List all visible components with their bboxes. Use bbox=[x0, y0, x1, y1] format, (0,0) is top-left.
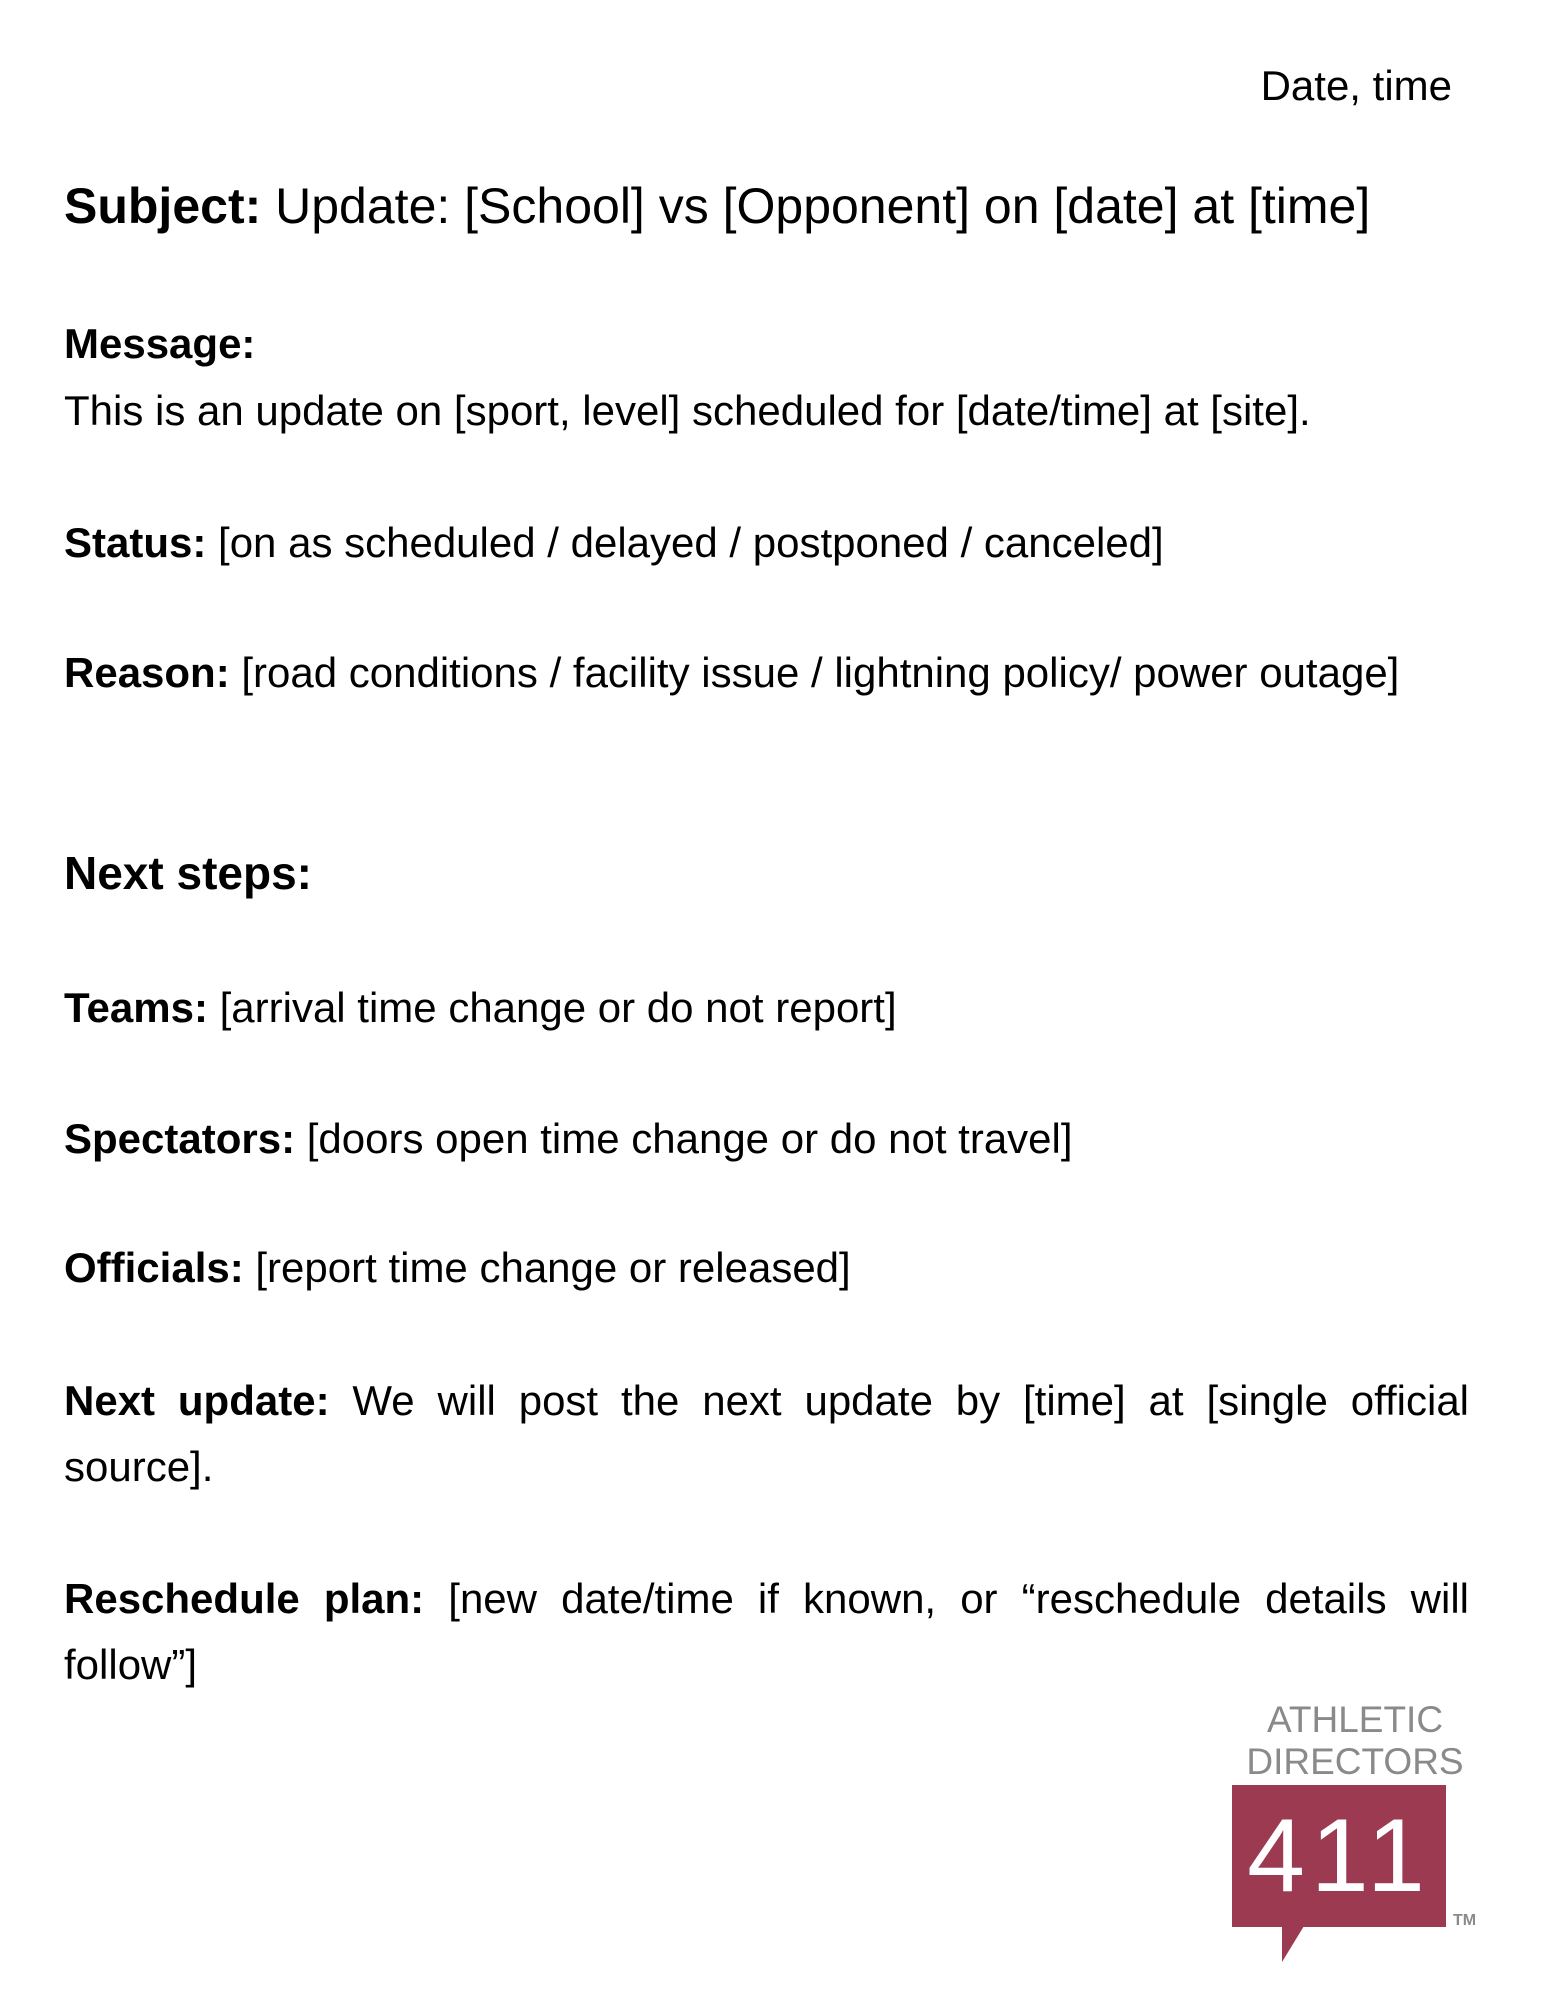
subject-label: Subject: bbox=[64, 178, 262, 234]
reschedule-text: [new date/time if known, or “reschedule details will follow”] bbox=[64, 1575, 1469, 1688]
reason-text: [road conditions / facility issue / lightning policy/ power outage] bbox=[229, 649, 1400, 696]
reason-label: Reason: bbox=[64, 649, 230, 696]
next-steps-heading: Next steps: bbox=[64, 847, 312, 899]
spectators-label: Spectators: bbox=[64, 1115, 296, 1162]
reason-line bbox=[64, 640, 1469, 706]
trademark-mark: TM bbox=[1453, 1912, 1477, 1929]
status-line bbox=[64, 510, 1469, 576]
speech-bubble-tail-icon bbox=[1282, 1926, 1304, 1962]
officials-line bbox=[64, 1235, 1469, 1301]
teams-label: Teams: bbox=[64, 984, 208, 1031]
next-update-text: We will post the next update by [time] at [single official source]. bbox=[64, 1377, 1470, 1490]
reschedule-line bbox=[64, 1566, 1469, 1698]
status-label: Status: bbox=[64, 519, 207, 566]
subject-text: Update: [School] vs [Opponent] on [date] at [time] bbox=[261, 178, 1371, 234]
subject-line bbox=[64, 173, 1469, 239]
reschedule-label: Reschedule plan: bbox=[64, 1575, 425, 1622]
date-time: Date, time bbox=[1260, 62, 1452, 109]
next-update-line bbox=[64, 1368, 1469, 1500]
teams-text: [arrival time change or do not report] bbox=[207, 984, 897, 1031]
status-text: [on as scheduled / delayed / postponed / canceled] bbox=[206, 519, 1164, 566]
logo-line1: ATHLETIC bbox=[1266, 1699, 1444, 1740]
message-label: Message: bbox=[64, 320, 256, 367]
logo-line2: DIRECTORS bbox=[1246, 1741, 1464, 1782]
logo-number-box: 411 bbox=[1232, 1785, 1446, 1927]
message-label-block bbox=[64, 311, 1469, 377]
officials-text: [report time change or released] bbox=[243, 1244, 851, 1291]
spectators-line bbox=[64, 1106, 1469, 1172]
spectators-text: [doors open time change or do not travel] bbox=[295, 1115, 1073, 1162]
officials-label: Officials: bbox=[64, 1244, 244, 1291]
athletic-directors-411-logo bbox=[1225, 1690, 1525, 1980]
teams-line bbox=[64, 975, 1469, 1041]
next-update-label: Next update: bbox=[64, 1377, 330, 1424]
message-text: This is an update on [sport, level] scheduled for [date/time] at [site]. bbox=[64, 387, 1311, 434]
